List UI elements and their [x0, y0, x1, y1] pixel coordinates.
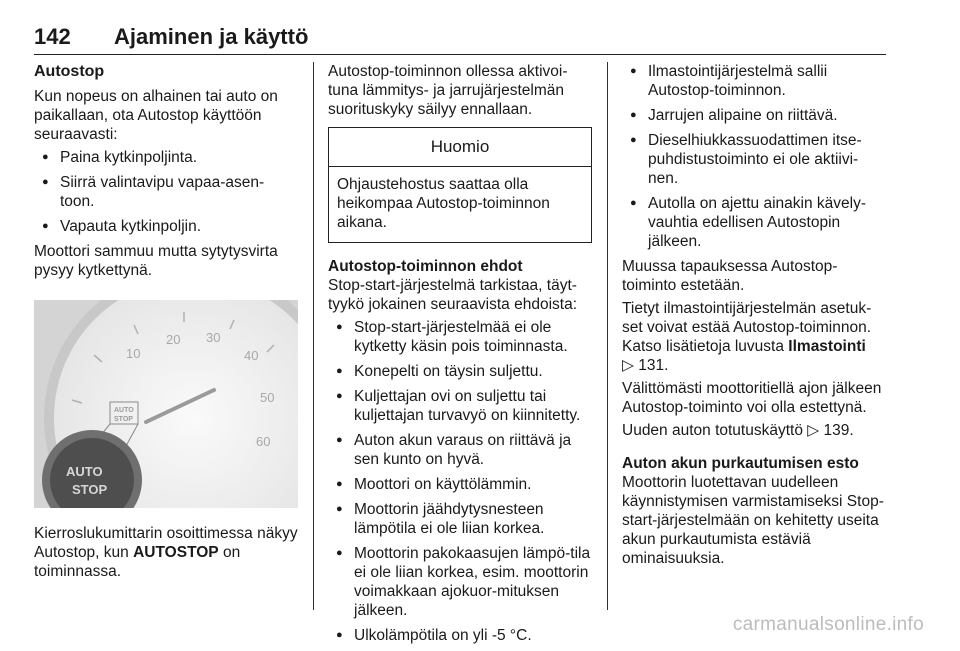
paragraph: Uuden auton totutuskäyttö ▷ 139. [622, 422, 854, 439]
column-divider [313, 62, 314, 610]
list-item: ● Vapauta kytkinpoljin. [34, 217, 298, 236]
bullet-list [34, 148, 298, 236]
list-item: ● Jarrujen alipaine on riittävä. [622, 106, 886, 125]
column-1 [34, 62, 298, 585]
column-3 [622, 62, 886, 572]
dial-number: 10 [126, 346, 141, 361]
bullet-list [622, 62, 886, 251]
cross-reference-link[interactable]: Ilmastointi [788, 338, 866, 355]
paragraph: Autostop-toiminnon ollessa aktivoi-tuna lämmitys- ja jarrujärjestelmän suorituskyky säilyy ennallaan. [328, 63, 568, 118]
notice-body: Ohjaustehostus saattaa olla heikompaa Autostop-toiminnon aikana. [337, 176, 550, 231]
list-item: ● Paina kytkinpoljinta. [34, 148, 298, 167]
notice-title: Huomio [329, 128, 591, 167]
section-heading-autostop: Autostop [34, 63, 105, 80]
autostop-indicator-label: AUTO [114, 407, 134, 414]
list-item: ● Kuljettajan ovi on suljettu tai kuljettajan turvavyö on kiinnitetty. [328, 387, 592, 425]
page-reference: 139. [823, 422, 854, 439]
chapter-title: Ajaminen ja käyttö [114, 24, 309, 49]
bullet-list [328, 318, 592, 645]
tachometer-figure [34, 300, 298, 508]
paragraph: Moottori sammuu mutta sytytysvirta pysyy kytkettynä. [34, 243, 278, 279]
paragraph: Muussa tapauksessa Autostop-toiminto estetään. [622, 258, 838, 294]
paragraph: Kun nopeus on alhainen tai auto on paikallaan, ota Autostop käyttöön seuraavasti: [34, 88, 278, 143]
subsection-heading: Autostop-toiminnon ehdot [328, 258, 523, 275]
list-item: ● Moottori on käyttölämmin. [328, 475, 592, 494]
dial-number: 50 [260, 390, 275, 405]
dial-number: 30 [206, 330, 221, 345]
autostop-indicator-label: STOP [114, 416, 133, 423]
column-2 [328, 62, 592, 651]
page-ref-arrow-icon: ▷ [622, 357, 634, 374]
list-item: ● Stop-start-järjestelmää ei ole kytketty käsin pois toiminnasta. [328, 318, 592, 356]
watermark: carmanualsonline.info [732, 614, 924, 635]
dial-number: 20 [166, 332, 181, 347]
paragraph: Tietyt ilmastointijärjestelmän asetuk-set voivat estää Autostop-toiminnon. Katso lisätietoja luvusta Ilmastointi ▷ 131. [622, 300, 872, 374]
paragraph: Stop-start-järjestelmä tarkistaa, täyt-tyykö jokainen seuraavista ehdoista: [328, 277, 578, 313]
list-item: ● Auton akun varaus on riittävä ja sen kunto on hyvä. [328, 431, 592, 469]
subsection-heading: Auton akun purkautumisen esto [622, 455, 859, 472]
paragraph: Välittömästi moottoritiellä ajon jälkeen Autostop-toiminto voi olla estettynä. [622, 380, 882, 416]
list-item: ● Siirrä valintavipu vapaa-asen-toon. [34, 173, 298, 211]
page-header [34, 20, 886, 55]
column-divider [607, 62, 608, 610]
page-number: 142 [34, 24, 71, 49]
page-reference: 131. [638, 357, 669, 374]
list-item: ● Ulkolämpötila on yli -5 °C. [328, 626, 592, 645]
page-ref-arrow-icon: ▷ [807, 422, 820, 439]
autostop-button-label: STOP [72, 482, 108, 497]
list-item: ● Ilmastointijärjestelmä sallii Autostop-toiminnon. [622, 62, 886, 100]
dial-number: 60 [256, 434, 271, 449]
dial-number: 40 [244, 348, 259, 363]
list-item: ● Moottorin pakokaasujen lämpö-tila ei ole liian korkea, esim. moottorin voimakkaan ajokuor-mituksen jälkeen. [328, 544, 592, 620]
notice-box [328, 127, 592, 243]
tachometer-illustration [34, 300, 298, 508]
list-item: ● Moottorin jäähdytysnesteen lämpötila ei ole liian korkea. [328, 500, 592, 538]
autostop-button-label: AUTO [66, 464, 103, 479]
list-item: ● Konepelti on täysin suljettu. [328, 362, 592, 381]
figure-caption: Kierroslukumittarin osoittimessa näkyy Autostop, kun AUTOSTOP on toiminnassa. [34, 525, 298, 580]
paragraph: Moottorin luotettavan uudelleen käynnistymisen varmistamiseksi Stop-start-järjestelmään on kehitetty useita akun purkautumista estäviä ominaisuuksia. [622, 474, 884, 567]
list-item: ● Autolla on ajettu ainakin kävely-vauhtia edellisen Autostopin jälkeen. [622, 194, 886, 251]
list-item: ● Dieselhiukkassuodattimen itse-puhdistustoiminto ei ole aktiivi-nen. [622, 131, 886, 188]
